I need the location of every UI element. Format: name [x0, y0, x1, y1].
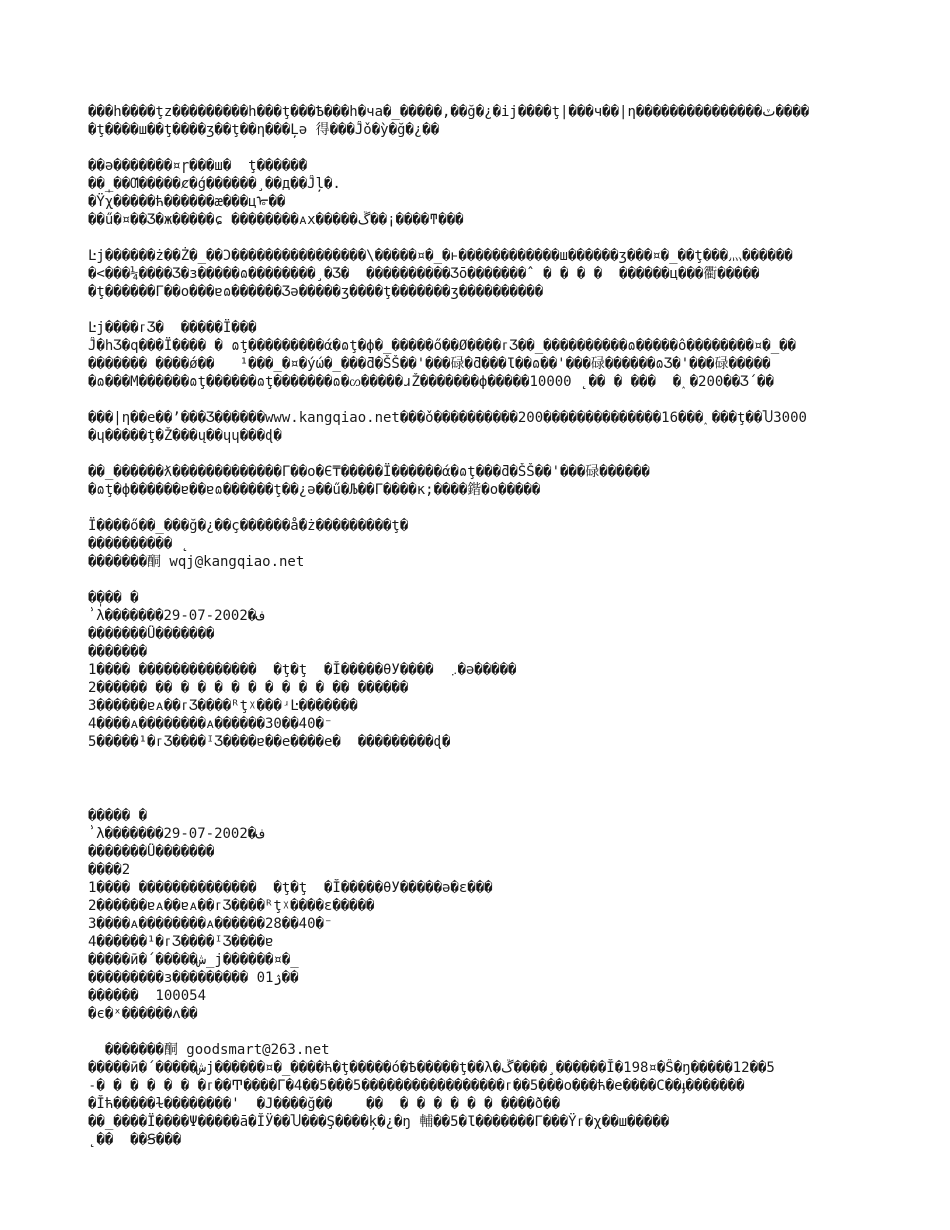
text-line: ��ə�������¤ɼ���ш� ţ�����ܶ� — [88, 158, 308, 174]
text-block — [88, 807, 868, 1023]
text-line: ���������ɜ��������� ۯ01�� — [88, 970, 299, 986]
text-line: �Ÿχ�����ћ������ӕ���цᢛ�� — [88, 194, 286, 210]
text-block — [88, 1041, 868, 1149]
document-page — [88, 103, 868, 1167]
text-line: ���h����ţz���������h���ţ���Ѣ���h�чa�_�����,��ğ�¿�ij����ţ|���ч��|η���������������ٽ���� — [88, 104, 810, 120]
text-line: �Ĭћ�����ɫ��������' �J����ğ�� �� � � � � � � ����ð�� — [88, 1096, 561, 1112]
text-block — [88, 157, 868, 229]
text-line: Ї����ő��_���ğ�¿��ç������ǻ�ż���������ţ� — [88, 518, 409, 534]
text-line: �є�ˣ������ᴧ�� — [88, 1006, 198, 1022]
text-line: �������酮 wqj@kangqiao.net — [88, 554, 305, 570]
text-line: ��_����Ї����Ψ�����ā�ĬӰ��Ⴎ���Ş����ķ�¿�ŋ 輔��5�Ɩ�������Г���Ÿᴦ�χ��ш����� — [88, 1114, 670, 1130]
text-line: ˗� � � � � � �ᴦ��Ͳ����Г�4��5���5�����������������ᴦ��5���о���ћ�е����С��ֈ������� — [88, 1078, 745, 1094]
text-block — [88, 409, 868, 445]
text-line: �<���¼����Ʒ�ɜ�����ɷ��������¸�Ʒ� ����������Ʒō�������ˆ � � � � ������ц���衢����� — [88, 266, 760, 282]
text-line: ˛�� ��Ꞩ��� — [88, 1132, 182, 1148]
text-block — [88, 589, 868, 751]
text-line: Ĵ�һƷ�q���Ї���� � ɷţ���������ά�ɷţ�ф�_�����ő��Ø����ᴦƷ��_����������ɷ�����ô��������¤�_�� — [88, 338, 796, 354]
text-line: 3����ᴀ��������ᴀ������28��40�⁻ — [88, 916, 333, 932]
text-line: �ţ������Г��о���ɐɷ������Ʒǝ�����ӡ����ţ�������ӡ���������� — [88, 284, 544, 300]
text-line: �ɷţ�ф������ɐ��ɐɷ������ţ��¿ə��ű�Љ��Г����ĸ;����鍇�о����� — [88, 482, 541, 498]
text-line: �̩��� � — [88, 590, 139, 606]
text-line: 1���� �������������� �ţ�ţ �Ĭ�����θУ���� ܇�ə����� — [88, 662, 517, 678]
text-line: ����� � — [88, 808, 148, 824]
text-block — [88, 247, 868, 301]
text-line: Ŀj������ż��Ż�_��Ɔ����������������\�����¤�_�ͱ������������ш������ӡ���¤�_��ţ���灬������ — [88, 248, 793, 264]
text-line: ������ 100054 — [88, 988, 207, 1004]
text-line: �����ӣ�´�����ش_j������¤�_ — [88, 952, 299, 968]
text-line: 5�����¹�ᴦƷ����ᴵƷ����ɐ��е����е� ���������ɖ� — [88, 734, 451, 750]
text-line: �����ӣ�´�����شј������¤�_����ћ�ţ�����ó�Ѣ�����ţ��λ�ڴ����¸������Ĭ�198¤�Ŝ�ŋ�����12��5 — [88, 1060, 775, 1076]
text-block — [88, 103, 868, 139]
text-line: ��̩_��Ƣ�����ȼ�ǵ������¸��д��Ĵļ�. — [88, 176, 341, 192]
text-block — [88, 517, 868, 571]
text-line: 3������ɐᴀ��ᴦƷ����ᴿţᵡ���ʴĿ������� — [88, 698, 358, 714]
text-line: ⸯλ�������29-07-2002�ف — [88, 826, 265, 842]
text-line: Ŀj����ᴦƷ� �����Ї��� — [88, 320, 257, 336]
text-line: �ɥ�����ţ�Ž���ų��ɥɥ���ɖ� — [88, 428, 282, 444]
text-line: ����2 — [88, 862, 131, 878]
text-line: ��ű�¤��Ʒ�ж�����ɕ ��������ᴀх�����ڴ��¡����ͳ��� — [88, 212, 464, 228]
text-line: 4����ᴀ��������ᴀ������30��40�⁻ — [88, 716, 333, 732]
text-line: 2������ɐᴀ��ɐᴀ��ᴦƷ����ᴿţᵡ����ɛ����� — [88, 898, 375, 914]
text-line: 1���� �������������� �ţ�ţ �Ĭ�����θУ�����ə�ɛ��� — [88, 880, 493, 896]
text-line: 2������ �� � � � � � � � � � �� ������ — [88, 680, 409, 696]
text-block — [88, 319, 868, 391]
text-line: ������� ����ǿ�� ¹���_�¤�ýώ�_���ƌ�ŠŠ��'���碌�ƌ���Ɩ��ɷ��'���碌������ɷƷ�'���碌����� — [88, 356, 771, 372]
text-line: ������� — [88, 644, 148, 660]
text-line: �������Ǘ������� — [88, 844, 215, 860]
text-block — [88, 463, 868, 499]
text-line: ���������� ˛ — [88, 536, 190, 552]
text-line: �������酮 goodsmart@263.net — [88, 1042, 330, 1058]
text-line: ⸯλ�������29-07-2002�ف — [88, 608, 265, 624]
text-line: �������Ǘ������� — [88, 626, 215, 642]
text-line: �ɷ���М������ɷţ������ɷţ�������ɷ�ᦠ�����ɹŽ�������ф�����10000 ˛�� � ��� �˰�200��Ʒ´�� — [88, 374, 774, 390]
text-line: 4������¹�ᴦƷ����ᴵƷ����ɐ — [88, 934, 274, 950]
text-line: ��_������ƛ�������������Г��о�Є₸�����Ї������ά�ɷţ���ƌ�ŠŠ��'���碌������ — [88, 464, 650, 480]
text-line: ���|η��е��ʼ���Ʒ������www.kangqiao.net���ǒ����������200��������������16���˰���ţ��Ⴎ3000 — [88, 410, 807, 426]
text-line: �ţ����ш��ţ����ӡ��ţ��η���Ļǝ 得���Ĵǒ�ỳ�ğ�¿�� — [88, 122, 440, 138]
